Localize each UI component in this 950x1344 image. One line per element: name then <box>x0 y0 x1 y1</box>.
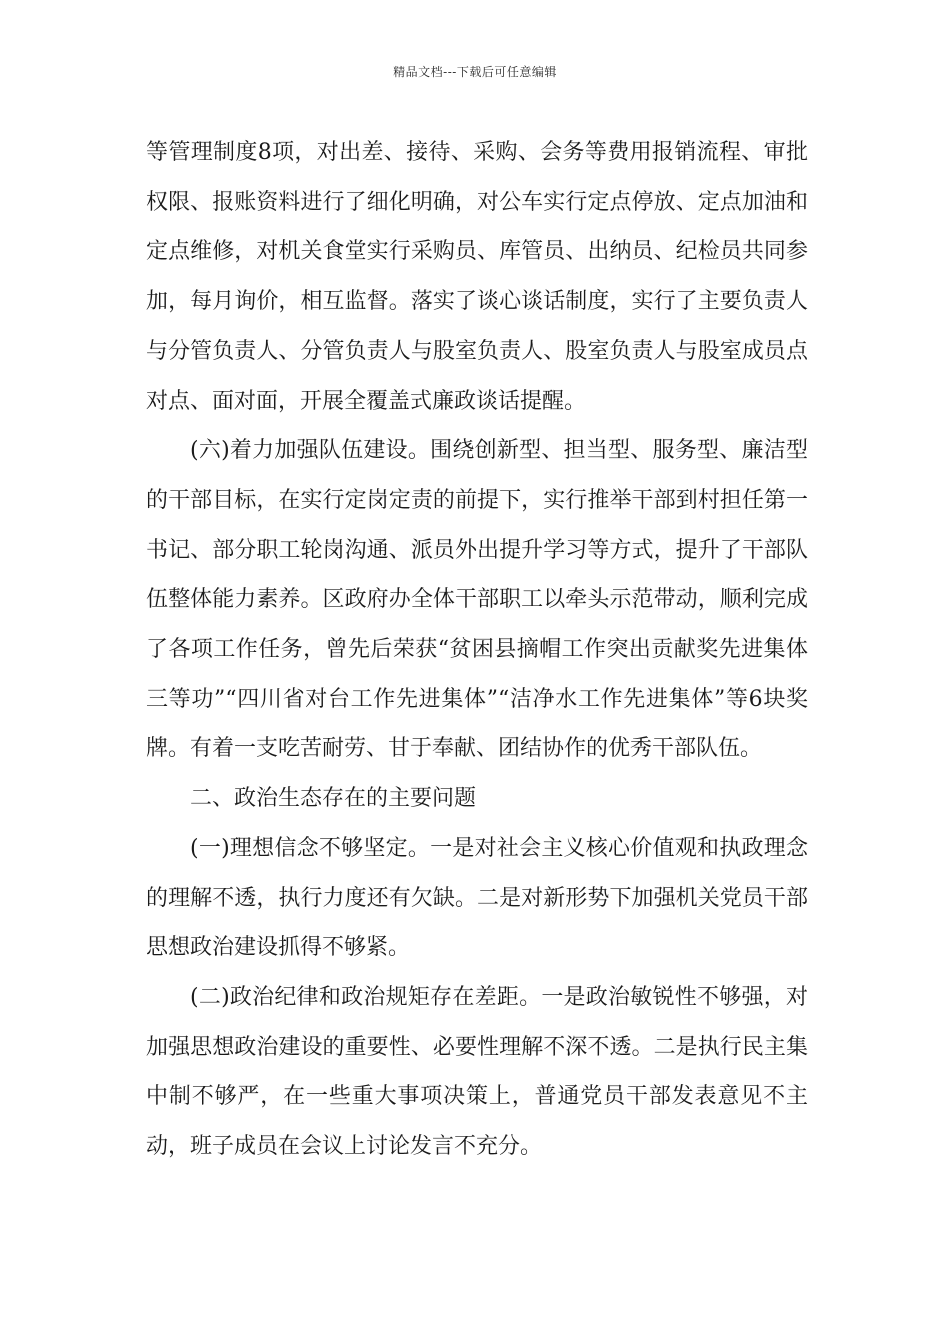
paragraph-political-discipline: (二)政治纪律和政治规矩存在差距。一是政治敏锐性不够强，对加强思想政治建设的重要性、必要性理解不深不透。二是执行民主集中制不够严，在一些重大事项决策上，普通党员干部发表意见不主动，班子成员在会议上讨论发言不充分。 <box>146 984 808 1160</box>
document-body <box>146 128 808 1172</box>
paragraph-ideals-beliefs: (一)理想信念不够坚定。一是对社会主义核心价值观和执政理念的理解不透，执行力度还有欠缺。二是对新形势下加强机关党员干部思想政治建设抓得不够紧。 <box>146 835 808 961</box>
paragraph-management-system: 等管理制度8项，对出差、接待、采购、会务等费用报销流程、审批权限、报账资料进行了细化明确，对公车实行定点停放、定点加油和定点维修，对机关食堂实行采购员、库管员、出纳员、纪检员共同参加，每月询价，相互监督。落实了谈心谈话制度，实行了主要负责人与分管负责人、分管负责人与股室负责人、股室负责人与股室成员点对点、面对面，开展全覆盖式廉政谈话提醒。 <box>146 140 808 414</box>
section-heading-main-problems: 二、政治生态存在的主要问题 <box>190 786 477 812</box>
page-header: 精品文档---下载后可任意编辑 <box>393 65 557 79</box>
paragraph-team-building: (六)着力加强队伍建设。围绕创新型、担当型、服务型、廉洁型的干部目标，在实行定岗定责的前提下，实行推举干部到村担任第一书记、部分职工轮岗沟通、派员外出提升学习等方式，提升了干部队伍整体能力素养。区政府办全体干部职工以牵头示范带动，顺利完成了各项工作任务，曾先后荣获“贫困县摘帽工作突出贡献奖先进集体三等功”“四川省对台工作先进集体”“洁净水工作先进集体”等6块奖牌。有着一支吃苦耐劳、甘于奉献、团结协作的优秀干部队伍。 <box>146 438 809 762</box>
